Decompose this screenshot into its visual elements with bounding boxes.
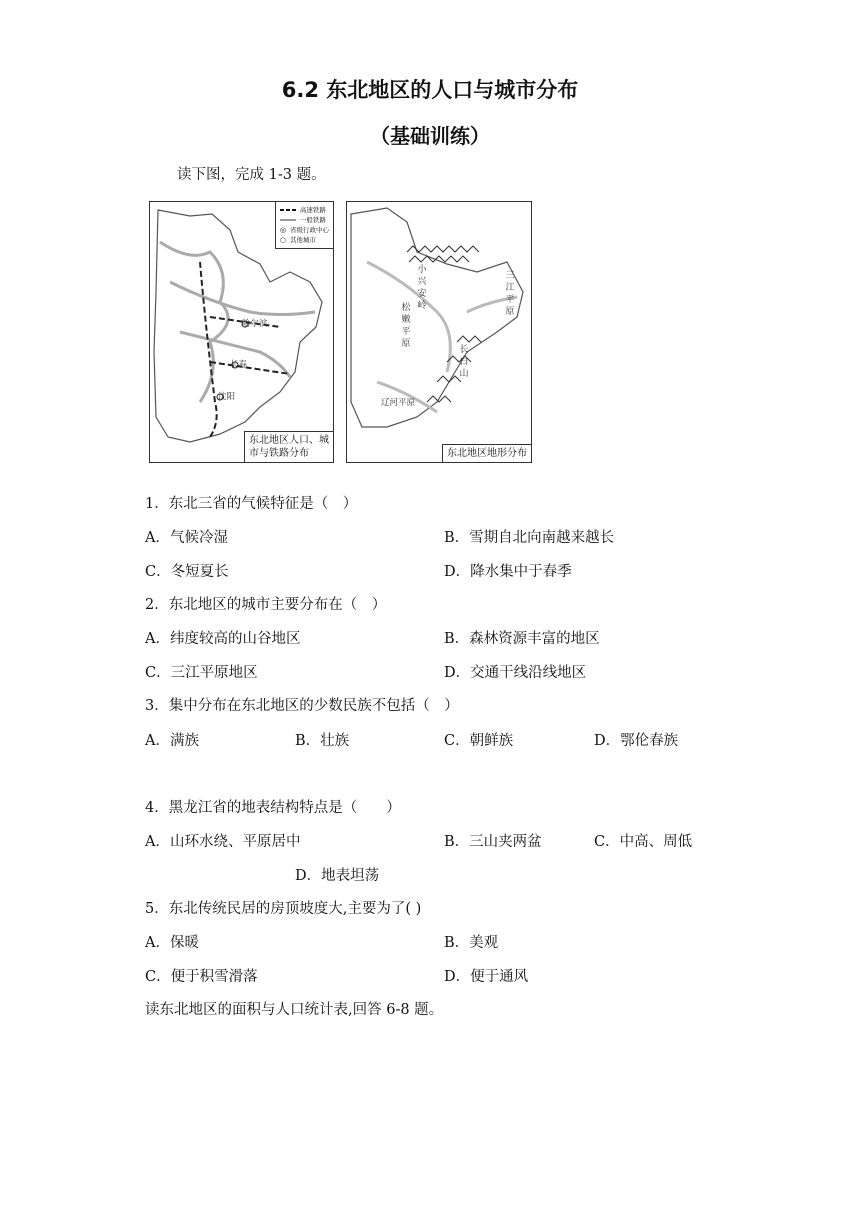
option[interactable]: C．三江平原地区	[145, 665, 258, 681]
option[interactable]: B．三山夹两盆	[444, 834, 542, 850]
option[interactable]: B．雪期自北向南越来越长	[444, 530, 615, 546]
map-label-xiaoxinganling: 小兴安岭	[417, 265, 427, 311]
option[interactable]: A．保暖	[145, 935, 199, 951]
question-stem: 4．黑龙江省的地表结构特点是（ ）	[145, 800, 401, 816]
question-stem: 2．东北地区的城市主要分布在（ ）	[145, 597, 387, 613]
option[interactable]: D．交通干线沿线地区	[444, 665, 587, 681]
question-stem: 3．集中分布在东北地区的少数民族不包括（ ）	[145, 698, 459, 714]
option[interactable]: B．壮族	[295, 733, 350, 749]
map-label-liaohe: 辽河平原	[381, 398, 416, 408]
map-label-songnen: 松嫩平原	[401, 303, 411, 349]
map-terrain	[346, 201, 532, 463]
map-caption: 东北地区人口、城 市与铁路分布	[244, 431, 333, 462]
option[interactable]: D．鄂伦春族	[594, 733, 679, 749]
section-intro: 读东北地区的面积与人口统计表,回答 6-8 题。	[145, 1002, 444, 1018]
option[interactable]: C．中高、周低	[594, 834, 693, 850]
option[interactable]: A．满族	[145, 733, 199, 749]
option[interactable]: B．森林资源丰富的地区	[444, 631, 600, 647]
option[interactable]: A．山环水绕、平原居中	[145, 834, 301, 850]
intro-text: 读下图，完成 1-3 题。	[177, 167, 326, 183]
option[interactable]: D．地表坦荡	[295, 868, 380, 884]
map-population-railway	[149, 201, 334, 463]
option[interactable]: B．美观	[444, 935, 499, 951]
page-title: 6.2 东北地区的人口与城市分布	[281, 78, 579, 102]
map-label-changbai: 长白山	[459, 345, 469, 379]
option[interactable]: C．冬短夏长	[145, 564, 229, 580]
question-stem: 1．东北三省的气候特征是（ ）	[145, 496, 358, 512]
question-stem: 5．东北传统民居的房顶坡度大,主要为了( )	[145, 901, 422, 917]
option[interactable]: C．便于积雪滑落	[145, 969, 258, 985]
city-label: 长春	[230, 360, 248, 370]
option[interactable]: D．降水集中于春季	[444, 564, 572, 580]
option[interactable]: A．纬度较高的山谷地区	[145, 631, 301, 647]
map-legend: 高速铁路 一般铁路 ◎ 省级行政中心 ○ 其他城市	[275, 202, 333, 249]
option[interactable]: C．朝鲜族	[444, 733, 514, 749]
map-label-sanjiang: 三江平原	[505, 271, 515, 317]
city-label: 哈尔滨	[242, 319, 268, 329]
option[interactable]: D．便于通风	[444, 969, 529, 985]
city-label: 沈阳	[218, 392, 236, 402]
map-caption: 东北地区地形分布	[442, 444, 531, 462]
page-subtitle: （基础训练）	[370, 124, 490, 148]
map-drawing	[347, 202, 531, 462]
option[interactable]: A．气候冷湿	[145, 530, 228, 546]
